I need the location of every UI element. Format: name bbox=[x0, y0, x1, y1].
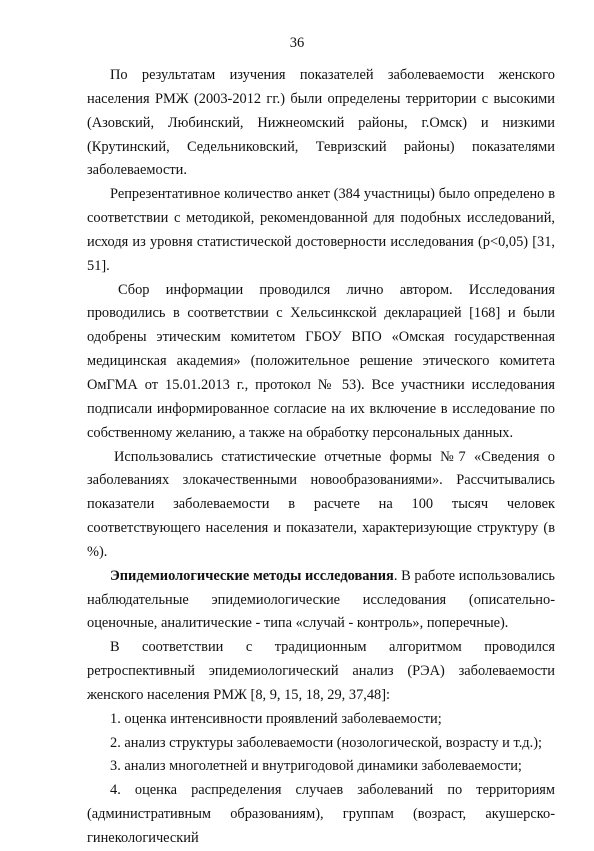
section-heading-epidemiological-methods: Эпидемиологические методы исследования bbox=[110, 567, 394, 584]
paragraph-statistical-forms: Использовались статистические отчетные формы №7 «Сведения о заболеваниях злокачественными новообразованиями». Рассчитывались показатели заболеваемости в расчете на 100 тысяч человек соответствующего населения и показатели, характеризующие структуру (в %). bbox=[87, 448, 555, 560]
paragraph-data-collection: Сбор информации проводился лично автором. Исследования проводились в соответствии с Хельсинкской декларацией [168] и были одобрены этическим комитетом ГБОУ ВПО «Омская государственная медицинская академия» (положительное решение этического комитета ОмГМА от 15.01.2013 г., протокол № 53). Все участники исследования подписали информированное согласие на их включение в исследование по собственному желанию, а также на обработку персональных данных. bbox=[87, 281, 555, 441]
paragraph-sample-size: Репрезентативное количество анкет (384 участницы) было определено в соответствии с методикой, рекомендованной для подобных исследований, исходя из уровня статистической достоверности исследования (р<0,05) [31, 51]. bbox=[87, 186, 555, 274]
list-item-dynamics: 3. анализ многолетней и внутригодовой динамики заболеваемости; bbox=[110, 758, 522, 775]
list-item-distribution: 4. оценка распределения случаев заболеваний по территориям (административным образованиям), группам (возраст, акушерско-гинекологический bbox=[87, 782, 555, 846]
list-item-structure: 2. анализ структуры заболеваемости (нозологической, возрасту и т.д.); bbox=[110, 734, 542, 751]
paragraph-retrospective-analysis: В соответствии с традиционным алгоритмом проводился ретроспективный эпидемиологический анализ (РЭА) заболеваемости женского населения РМЖ [8, 9, 15, 18, 29, 37,48]: bbox=[87, 639, 555, 703]
document-body bbox=[87, 64, 555, 851]
list-item-intensity: 1. оценка интенсивности проявлений заболеваемости; bbox=[110, 710, 442, 727]
paragraph-epidemiological-methods-text: . В работе использовались наблюдательные эпидемиологические исследования (описательно-оценочные, аналитические - типа «случай - контроль», поперечные). bbox=[87, 567, 555, 632]
paragraph-territories: По результатам изучения показателей заболеваемости женского населения РМЖ (2003-2012 гг.) были определены территории с высокими (Азовский, Любинский, Нижнеомский районы, г.Омск) и низкими (Крутинский, Седельниковский, Тевризский районы) показателями заболеваемости. bbox=[87, 67, 555, 179]
page-number: 36 bbox=[289, 35, 305, 51]
paragraph-epidemiological-methods bbox=[87, 565, 555, 637]
